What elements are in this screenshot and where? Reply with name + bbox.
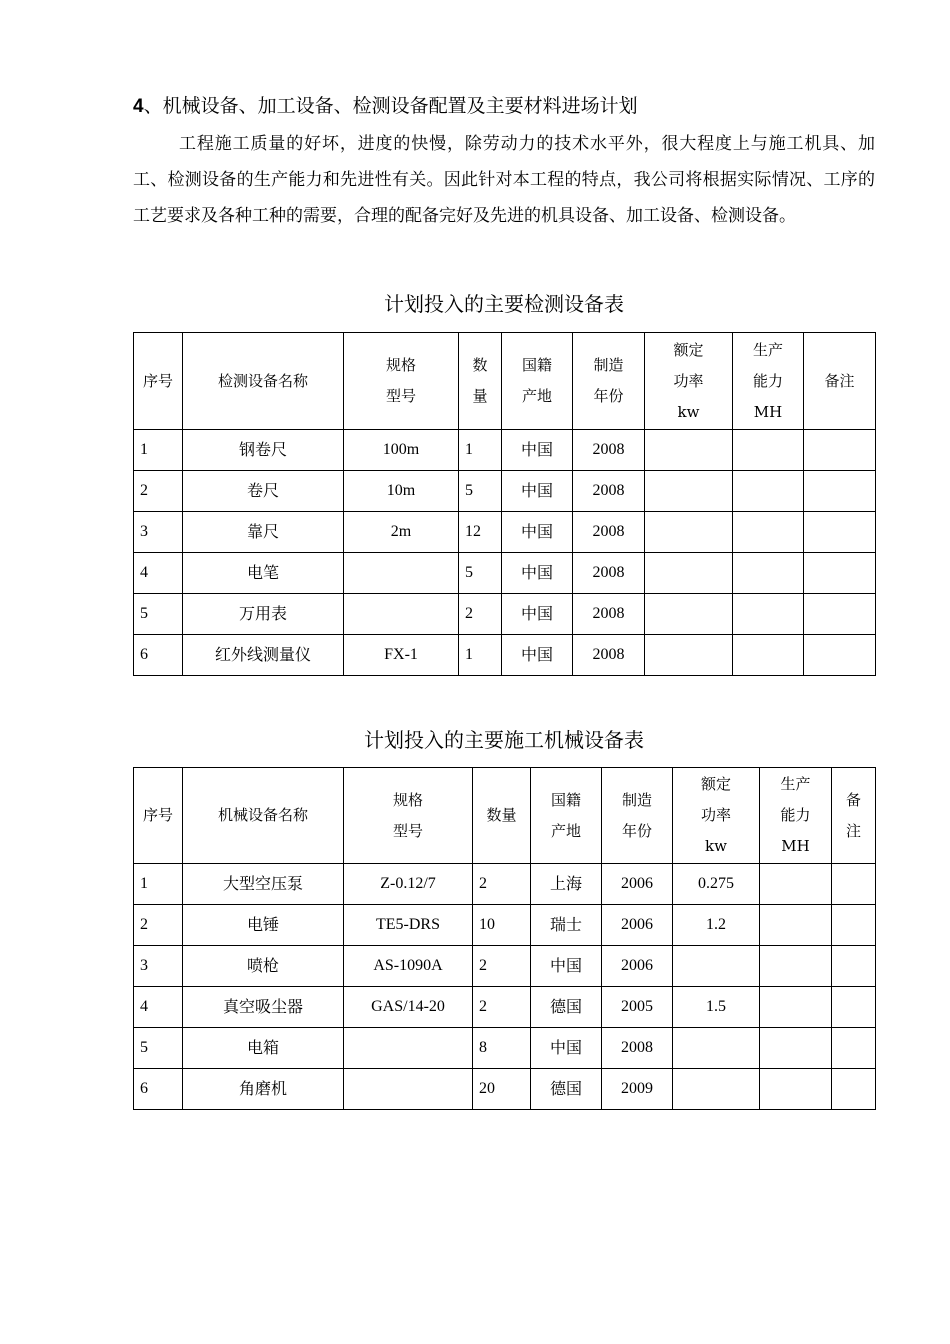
header-qty-line2: 量 [472,387,488,405]
row-seq: 3 [134,512,183,553]
table-row [134,471,876,512]
row-qty: 8 [473,1028,531,1069]
row-year: 2005 [602,987,673,1028]
header-capacity-unit: MH [753,402,783,421]
table-row [134,553,876,594]
row-spec: GAS/14-20 [344,987,473,1028]
row-spec: FX-1 [344,635,459,676]
row-power [673,1028,760,1069]
table1-title: 计划投入的主要检测设备表 [384,292,624,316]
row-qty: 10 [473,905,531,946]
row-capacity [760,987,832,1028]
row-spec: Z-0.12/7 [344,864,473,905]
intro-paragraph: 工程施工质量的好坏，进度的快慢，除劳动力的技术水平外，很大程度上与施工机具、加工、检测设备的生产能力和先进性有关。因此针对本工程的特点，我公司将根据实际情况、工序的工艺要求及各种工种的需要，合理的配备完好及先进的机具设备、加工设备、检测设备。 [133,134,875,226]
table-row [134,987,876,1028]
row-name: 红外线测量仪 [183,635,344,676]
header-year-line2: 年份 [621,821,652,840]
row-year: 2008 [602,1028,673,1069]
header-spec [344,768,473,864]
row-qty: 1 [459,430,502,471]
header-year-line1: 制造 [593,356,624,374]
row-spec: 10m [344,471,459,512]
table1-header-row [134,333,876,430]
row-origin: 中国 [502,594,573,635]
row-origin: 中国 [502,553,573,594]
header-power-unit: kw [677,402,700,421]
row-year: 2009 [602,1069,673,1110]
table2-title: 计划投入的主要施工机械设备表 [364,728,644,752]
row-qty: 2 [473,987,531,1028]
header-spec-line1: 规格 [392,790,423,809]
row-name: 电锤 [183,905,344,946]
row-seq: 5 [134,1028,183,1069]
row-capacity [760,1069,832,1110]
row-name: 万用表 [183,594,344,635]
row-name: 喷枪 [183,946,344,987]
header-qty-line1: 数 [472,356,488,374]
header-power-unit: kw [705,837,727,855]
row-origin: 中国 [502,635,573,676]
row-capacity [760,905,832,946]
row-seq: 1 [134,864,183,905]
header-year-line1: 制造 [621,790,652,809]
row-name: 卷尺 [183,471,344,512]
row-seq: 4 [134,553,183,594]
row-remark [832,987,876,1028]
row-spec: 100m [344,430,459,471]
header-power [673,768,760,864]
header-power-line2: 功率 [700,806,731,824]
row-remark [804,594,876,635]
header-remark [832,768,876,864]
row-name: 真空吸尘器 [183,987,344,1028]
row-power [645,594,733,635]
header-year-line2: 年份 [593,387,624,405]
row-year: 2008 [573,553,645,594]
row-seq: 5 [134,594,183,635]
row-name: 电笔 [183,553,344,594]
table-row [134,946,876,987]
row-spec [344,1028,473,1069]
table-row [134,594,876,635]
header-origin-line1: 国籍 [550,790,581,809]
section-number: 4 [133,96,144,117]
row-capacity [760,1028,832,1069]
row-capacity [733,430,804,471]
row-power: 0.275 [673,864,760,905]
row-spec [344,594,459,635]
header-remark: 备注 [804,333,876,430]
row-seq: 1 [134,430,183,471]
row-power [645,635,733,676]
row-year: 2008 [573,512,645,553]
row-qty: 2 [473,946,531,987]
table-row [134,430,876,471]
row-qty: 1 [459,635,502,676]
header-origin [502,333,573,430]
row-remark [804,471,876,512]
row-remark [804,553,876,594]
row-capacity [733,594,804,635]
header-capacity-unit: MH [781,837,810,855]
header-remark-line2: 注 [845,821,861,840]
row-year: 2006 [602,864,673,905]
row-remark [832,905,876,946]
row-origin: 瑞士 [531,905,602,946]
row-remark [804,512,876,553]
row-seq: 4 [134,987,183,1028]
row-power [673,946,760,987]
row-year: 2006 [602,946,673,987]
row-capacity [733,512,804,553]
row-seq: 6 [134,635,183,676]
header-remark-line1: 备 [845,790,861,809]
row-origin: 上海 [531,864,602,905]
row-origin: 中国 [531,946,602,987]
row-spec: AS-1090A [344,946,473,987]
header-spec [344,333,459,430]
inspection-equipment-table [133,332,876,676]
row-power [645,512,733,553]
header-power-line1: 额定 [700,775,731,793]
row-remark [804,635,876,676]
header-seq: 序号 [134,333,183,430]
row-qty: 5 [459,553,502,594]
row-name: 大型空压泵 [183,864,344,905]
row-spec [344,1069,473,1110]
row-name: 角磨机 [183,1069,344,1110]
header-power-line1: 额定 [673,340,704,359]
row-power: 1.2 [673,905,760,946]
machinery-equipment-table [133,767,876,1110]
row-spec [344,553,459,594]
header-spec-line2: 型号 [392,821,423,840]
header-qty [459,333,502,430]
row-name: 电箱 [183,1028,344,1069]
row-origin: 中国 [502,430,573,471]
header-name: 检测设备名称 [183,333,344,430]
row-origin: 德国 [531,987,602,1028]
header-year [573,333,645,430]
header-origin [531,768,602,864]
table-row [134,1069,876,1110]
header-seq: 序号 [134,768,183,864]
row-capacity [733,553,804,594]
header-capacity-line1: 生产 [780,775,811,793]
row-name: 钢卷尺 [183,430,344,471]
row-capacity [733,471,804,512]
table-row [134,635,876,676]
header-year [602,768,673,864]
table-row [134,1028,876,1069]
section-title: 、机械设备、加工设备、检测设备配置及主要材料进场计划 [143,95,638,117]
row-origin: 中国 [502,512,573,553]
row-origin: 中国 [531,1028,602,1069]
row-seq: 6 [134,1069,183,1110]
row-year: 2008 [573,594,645,635]
row-capacity [733,635,804,676]
row-capacity [760,946,832,987]
header-spec-line2: 型号 [385,387,416,405]
table-row [134,512,876,553]
row-qty: 5 [459,471,502,512]
row-remark [804,430,876,471]
header-qty: 数量 [473,768,531,864]
header-spec-line1: 规格 [385,356,416,374]
header-capacity-line2: 能力 [752,371,783,390]
row-qty: 20 [473,1069,531,1110]
row-year: 2006 [602,905,673,946]
row-capacity [760,864,832,905]
row-seq: 2 [134,905,183,946]
row-power [645,430,733,471]
row-qty: 2 [459,594,502,635]
row-remark [832,864,876,905]
header-power-line2: 功率 [673,371,704,390]
header-origin-line2: 产地 [521,387,552,405]
table2-header-row [134,768,876,864]
row-remark [832,1069,876,1110]
header-capacity [760,768,832,864]
row-origin: 中国 [502,471,573,512]
row-year: 2008 [573,430,645,471]
row-qty: 12 [459,512,502,553]
row-origin: 德国 [531,1069,602,1110]
header-capacity-line1: 生产 [752,340,783,359]
header-origin-line1: 国籍 [521,356,552,374]
row-remark [832,946,876,987]
header-origin-line2: 产地 [550,821,581,840]
header-capacity [733,333,804,430]
row-spec: 2m [344,512,459,553]
table-row [134,905,876,946]
header-capacity-line2: 能力 [780,806,811,824]
row-seq: 2 [134,471,183,512]
row-seq: 3 [134,946,183,987]
row-year: 2008 [573,635,645,676]
row-power [645,471,733,512]
header-name: 机械设备名称 [183,768,344,864]
row-power [645,553,733,594]
header-power [645,333,733,430]
row-power: 1.5 [673,987,760,1028]
section-heading [133,92,638,121]
row-remark [832,1028,876,1069]
row-qty: 2 [473,864,531,905]
table-row [134,864,876,905]
row-name: 靠尺 [183,512,344,553]
row-spec: TE5-DRS [344,905,473,946]
row-power [673,1069,760,1110]
row-year: 2008 [573,471,645,512]
